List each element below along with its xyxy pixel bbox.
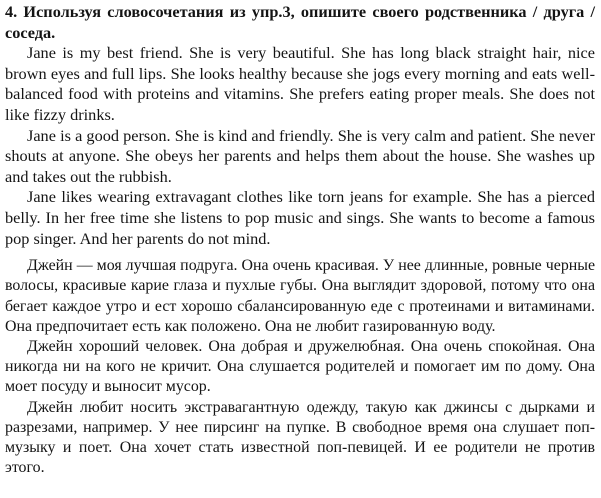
english-paragraph-3: Jane likes wearing extravagant clothes like torn jeans for example. She has a pierced belly. In her free time she listens to pop music and sings. She wants to become a famous pop singer. And her parents do not mind. [5, 187, 595, 248]
russian-paragraph-1: Джейн — моя лучшая подруга. Она очень красивая. У нее длинные, ровные черные волосы, красивые карие глаза и пухлые губы. Она выглядит здоровой, потому что она бегает каждое утро и ест хорошо сбалансированную еде с протеинами и витаминами. Она предпочитает есть как положено. Она не любит газированную воду. [5, 257, 595, 335]
task-heading: 4. Используя словосочетания из упр.3, опишите своего родственника / друга / соседа. [5, 2, 595, 42]
english-paragraph-1: Jane is my best friend. She is very beautiful. She has long black straight hair, nice brown eyes and full lips. She looks healthy because she jogs every morning and eats well-balanced food with proteins and vitamins. She prefers eating proper meals. She does not like fizzy drinks. [5, 43, 595, 124]
russian-paragraph-3: Джейн любит носить экстравагантную одежду, такую как джинсы с дырками и разрезами, например. У нее пирсинг на пупке. В свободное время она слушает поп-музыку и поет. Она хочет стать известной поп-певицей. И ее родители не против этого. [5, 398, 595, 477]
english-paragraph-2: Jane is a good person. She is kind and friendly. She is very calm and patient. She never shouts at anyone. She obeys her parents and helps them about the house. She washes up and takes out the rubbish. [5, 125, 595, 186]
russian-translation [5, 256, 595, 478]
section-gap [5, 249, 595, 256]
english-text [5, 43, 595, 249]
russian-paragraph-2: Джейн хороший человек. Она добрая и дружелюбная. Она очень спокойная. Она никогда ни на кого не кричит. Она слушается родителей и помогает им по дому. Она моет посуду и выносит мусор. [5, 337, 595, 396]
textbook-page [5, 2, 595, 478]
